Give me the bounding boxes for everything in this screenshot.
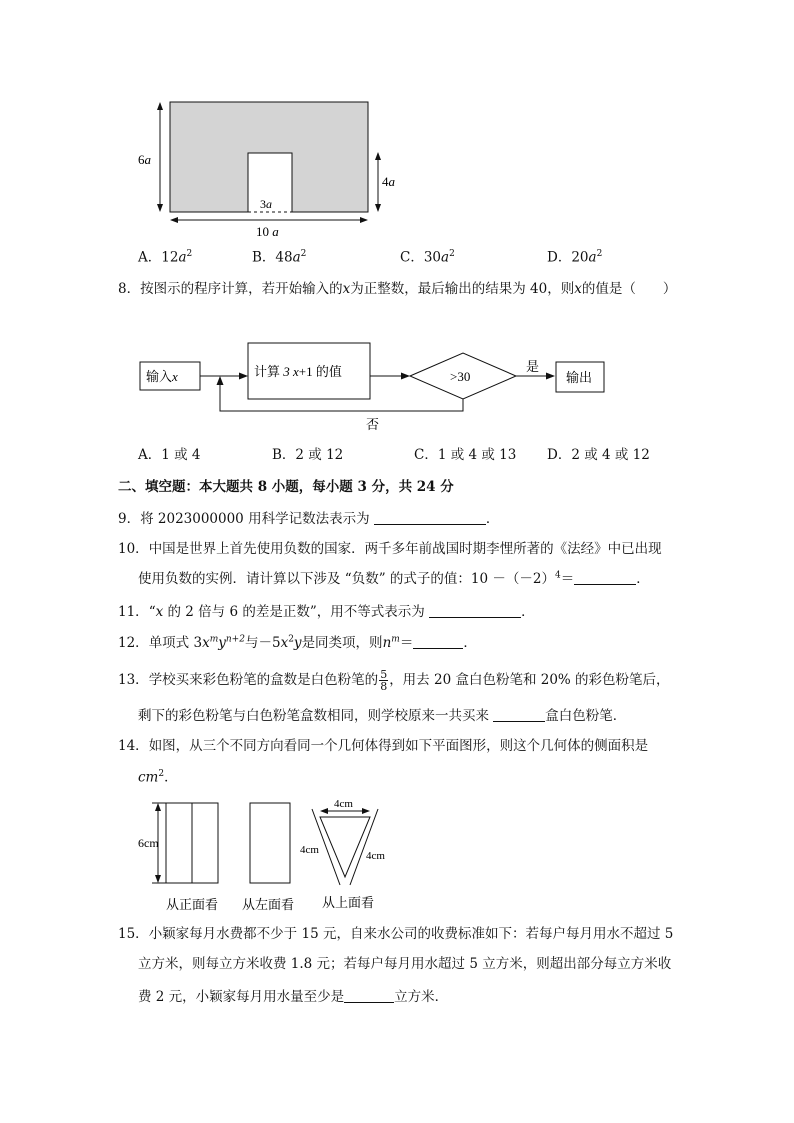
tri-left-label: 4cm <box>300 844 319 856</box>
q12: 12．单项式 $3x^my^{n+2}$与$-5x^2y$是同类项，则$n^m=$ ． <box>118 634 477 651</box>
q15-blank[interactable] <box>344 989 394 1003</box>
q10-line2: 使用负数的实例．请计算以下涉及 “负数” 的式子的值：$10 -(-2)^4=$ ． <box>138 570 650 587</box>
top-view-triangle <box>320 817 370 877</box>
q7-option-d: D．$20a^2$ <box>547 249 603 266</box>
label-4a: 4a <box>382 174 395 189</box>
label-3a: 3a <box>260 197 272 211</box>
q14-line2: $cm^2$． <box>138 769 178 786</box>
q8-option-d: D．2 或 4 或 12 <box>547 447 650 463</box>
caption-top: 从上面看 <box>322 895 375 910</box>
tri-right-label: 4cm <box>366 850 385 862</box>
q7-option-b: B．$48a^2$ <box>252 249 307 266</box>
fraction-5-8: $\frac{5}{8}$ <box>380 668 388 693</box>
q9: 9．将 2023000000 用科学记数法表示为 ． <box>118 511 500 527</box>
q13-line2: 剩下的彩色粉笔与白色粉笔盒数相同，则学校原来一共买来 盒白色粉笔． <box>138 708 627 724</box>
shaded-region <box>170 102 368 212</box>
q8-flowchart <box>132 338 612 434</box>
caption-front: 从正面看 <box>166 897 219 912</box>
label-10a: 10 a <box>256 224 279 239</box>
q10-line1: 10．中国是世界上首先使用负数的国家．两千多年前战国时期李悝所著的《法经》中已出现 <box>118 541 662 557</box>
q11-blank[interactable] <box>429 604 521 618</box>
q14-line1: 14．如图，从三个不同方向看同一个几何体得到如下平面图形，则这个几何体的侧面积是 <box>118 738 649 754</box>
section2-title: 二、填空题：本大题共 8 小题，每小题 3 分，共 24 分 <box>118 479 454 495</box>
q8-option-c: C．1 或 4 或 13 <box>414 447 517 463</box>
tri-top-label: 4cm <box>334 798 353 810</box>
caption-left: 从左面看 <box>242 897 295 912</box>
no-label: 否 <box>366 417 380 432</box>
left-view <box>250 803 290 883</box>
q15-line1: 15．小颖家每月水费都不少于 15 元，自来水公司的收费标准如下：若每户每月用水不超过 5 <box>118 926 674 942</box>
decision-label: >30 <box>450 369 471 384</box>
calc-label: 计算 3 x+1 的值 <box>254 364 342 379</box>
q15-line3: 费 2 元，小颖家每月用水量至少是 立方米． <box>138 989 449 1005</box>
label-6a: 6a <box>138 152 151 167</box>
q12-blank[interactable] <box>413 635 463 649</box>
q8-option-b: B．2 或 12 <box>272 447 344 463</box>
q7-figure <box>130 90 400 242</box>
q15-line2: 立方米，则每立方米收费 1.8 元；若每户每月用水超过 5 立方米，则超出部分每立方米收 <box>138 956 672 972</box>
q13-line1: 13．学校买来彩色粉笔的盒数是白色粉笔的 $\frac{5}{8}$ ，用去 20 盒白色粉笔和 20% 的彩色粉笔后， <box>118 668 670 693</box>
q10-blank[interactable] <box>574 571 636 585</box>
q14-figure <box>132 795 402 915</box>
input-label: 输入x <box>146 369 178 384</box>
q8-option-a: A．1 或 4 <box>138 447 201 463</box>
q11: 11．“x 的 2 倍与 6 的差是正数”，用不等式表示为 ． <box>118 604 535 620</box>
q7-option-a: A．$12a^2$ <box>138 249 193 266</box>
yes-label: 是 <box>526 359 540 374</box>
height-label: 6cm <box>138 836 159 850</box>
output-label: 输出 <box>566 370 593 385</box>
q7-option-c: C．$30a^2$ <box>400 249 455 266</box>
q8-stem: 8．按图示的程序计算，若开始输入的x为正整数，最后输出的结果为 40，则x的值是（ ） <box>118 281 677 297</box>
q13-blank[interactable] <box>493 708 545 722</box>
q9-blank[interactable] <box>374 511 486 525</box>
